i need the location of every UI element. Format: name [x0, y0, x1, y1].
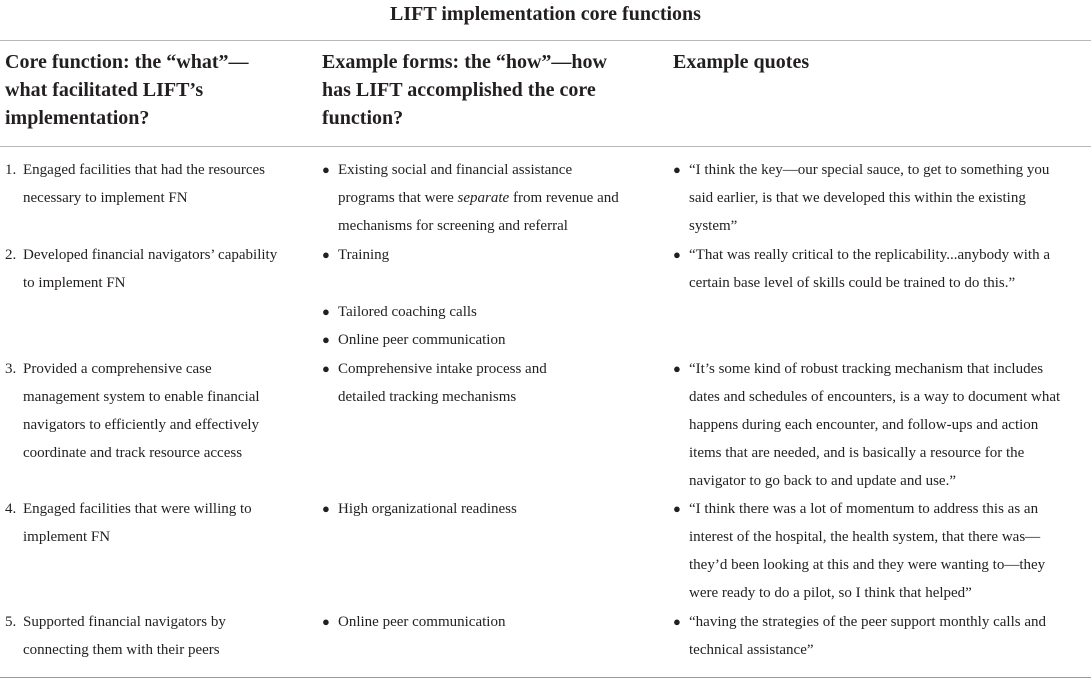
row-4-core-function	[5, 495, 275, 551]
row-5-quote	[673, 608, 1073, 664]
row-3-form-1	[322, 355, 582, 411]
header-example-forms: Example forms: the “how”—how has LIFT accomplished the core function?	[322, 51, 607, 129]
row-1-core-function	[5, 156, 285, 212]
row-1-quote	[673, 156, 1073, 240]
bullet-icon: ●	[322, 304, 330, 319]
form-text: Online peer communication	[338, 332, 506, 348]
core-function-text: Supported financial navigators by connecting them with their peers	[23, 614, 226, 658]
core-function-text: Engaged facilities that were willing to implement FN	[23, 501, 252, 545]
bullet-icon: ●	[673, 614, 681, 629]
top-rule	[0, 40, 1091, 41]
bullet-icon: ●	[322, 501, 330, 516]
quote-text: “I think there was a lot of momentum to address this as an interest of the hospital, the health system, that there was—they’d been looking at this and they were wanting to—they were ready to do a pilot, so I think that helped”	[689, 501, 1046, 601]
quote-text: “That was really critical to the replicability...anybody with a certain base level of skills could be trained to do this.”	[689, 247, 1050, 291]
table-title: LIFT implementation core functions	[390, 3, 701, 25]
header-core-function: Core function: the “what”—what facilitated LIFT’s implementation?	[5, 51, 249, 129]
form-text: Comprehensive intake process and detailed tracking mechanisms	[338, 361, 547, 405]
emphasis-text: separate	[457, 190, 510, 206]
quote-text: “having the strategies of the peer support monthly calls and technical assistance”	[689, 614, 1046, 658]
bullet-icon: ●	[322, 361, 330, 376]
row-number: 1.	[5, 162, 17, 178]
row-number: 4.	[5, 501, 17, 517]
bullet-icon: ●	[673, 162, 681, 177]
row-3-quote	[673, 355, 1073, 495]
bullet-icon: ●	[673, 501, 681, 516]
row-number: 5.	[5, 614, 17, 630]
form-text: Tailored coaching calls	[338, 304, 477, 320]
row-2-form-2	[322, 298, 632, 326]
row-2-quote	[673, 241, 1073, 297]
form-text: Training	[338, 247, 390, 263]
header-example-quotes: Example quotes	[673, 51, 810, 73]
row-2-form-3	[322, 326, 632, 354]
row-5-form-1	[322, 608, 632, 636]
row-2-core-function	[5, 241, 285, 297]
form-text: High organizational readiness	[338, 501, 517, 517]
row-number: 2.	[5, 247, 17, 263]
core-function-text: Developed financial navigators’ capability to implement FN	[23, 247, 278, 291]
row-number: 3.	[5, 361, 17, 377]
row-2-form-1	[322, 241, 632, 269]
bullet-icon: ●	[322, 332, 330, 347]
bullet-icon: ●	[322, 247, 330, 262]
header-rule	[0, 146, 1091, 147]
quote-text: “I think the key—our special sauce, to get to something you said earlier, is that we developed this within the existing system”	[689, 162, 1050, 234]
row-5-core-function	[5, 608, 275, 664]
form-text: Existing social and financial assistance programs that were separate from revenue and mechanisms for screening and referral	[338, 162, 619, 234]
bullet-icon: ●	[673, 247, 681, 262]
bullet-icon: ●	[322, 614, 330, 629]
row-3-core-function	[5, 355, 275, 467]
row-1-form-1	[322, 156, 622, 240]
bottom-rule	[0, 677, 1091, 678]
row-4-quote	[673, 495, 1063, 607]
bullet-icon: ●	[322, 162, 330, 177]
form-text: Online peer communication	[338, 614, 506, 630]
row-4-form-1	[322, 495, 632, 523]
core-function-text: Provided a comprehensive case management system to enable financial navigators to efficiently and effectively coordinate and track resource access	[23, 361, 260, 461]
bullet-icon: ●	[673, 361, 681, 376]
core-function-text: Engaged facilities that had the resources necessary to implement FN	[23, 162, 265, 206]
quote-text: “It’s some kind of robust tracking mechanism that includes dates and schedules of encounters, is a way to document what happens during each encounter, and follow-ups and action items that are needed, and is basically a resource for the navigator to go back to and update and use.”	[689, 361, 1061, 489]
